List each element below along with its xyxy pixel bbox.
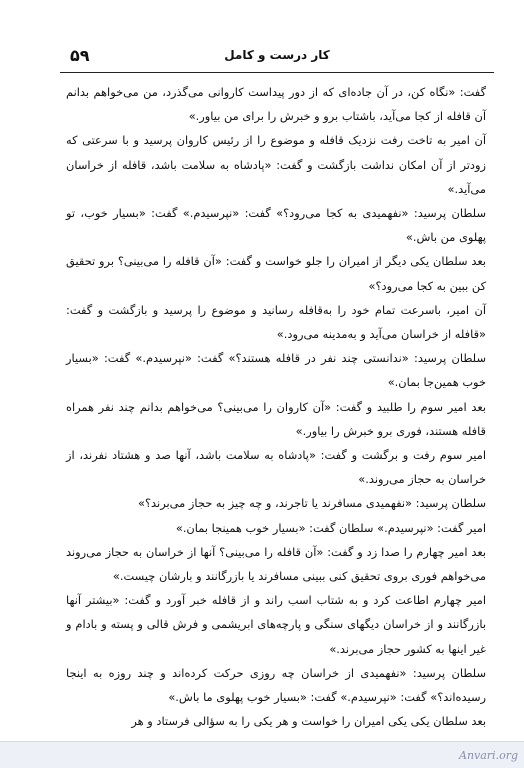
paragraph: سلطان پرسید: «نفهمیدی به کجا می‌رود؟» گفت: «نپرسیدم.» گفت: «بسیار خوب، تو پهلوی من باش.» [66, 206, 486, 245]
site-footer-strip [0, 741, 524, 768]
running-title: کار درست و کامل [224, 48, 330, 62]
paragraph: بعد سلطان یکی دیگر از امیران را جلو خواست و گفت: «آن قافله را می‌بینی؟ برو تحقیق کن ببین به کجا می‌رود؟» [66, 254, 486, 293]
paragraph: سلطان پرسید: «نفهمیدی از خراسان چه روزی حرکت کرده‌اند و چند روزه به اینجا رسیده‌اند؟» گفت: «نپرسیدم.» گفت: «بسیار خوب پهلوی ما باش.» [66, 665, 486, 705]
story-text [66, 80, 486, 733]
site-watermark[interactable]: Anvari.org [459, 749, 518, 762]
paragraph: آن امیر، باسرعت تمام خود را به‌قافله رسانید و موضوع را پرسید و بازگشت و گفت: «قافله از خراسان می‌آید و به‌مدینه می‌رود.» [66, 302, 486, 342]
paragraph: امیر چهارم اطاعت کرد و به شتاب اسب راند و از قافله خبر آورد و گفت: «بیشتر آنها بازرگانند و از خراسان دیگهای سنگی و پارچه‌های ابریشمی و فرش قالی و پسته و بادام و غیر اینها به کشور حجاز می‌برند.» [66, 593, 486, 656]
paragraph: بعد امیر چهارم را صدا زد و گفت: «آن قافله را می‌بینی؟ آنها از خراسان به حجاز می‌روند می‌خواهم فوری بروی تحقیق کنی ببینی مسافرند یا بازرگانند و بارشان چیست.» [66, 544, 486, 584]
header-rule [60, 72, 494, 73]
paragraph: بعد امیر سوم را طلبید و گفت: «آن کاروان را می‌بینی؟ می‌خواهم بدانم چند نفر همراه قافله هستند، فوری برو خبرش را بیاور.» [66, 399, 486, 438]
paragraph: بعد سلطان یکی یکی امیران را خواست و هر یکی را به سؤالی فرستاد و هر [131, 714, 486, 729]
page-header [60, 46, 494, 70]
paragraph: سلطان پرسید: «ندانستی چند نفر در قافله هستند؟» گفت: «نپرسیدم.» گفت: «بسیار خوب همین‌جا بمان.» [66, 351, 486, 390]
page-number: ۵۹ [70, 46, 90, 65]
paragraph: امیر گفت: «نپرسیدم.» سلطان گفت: «بسیار خوب همینجا بمان.» [175, 520, 486, 535]
paragraph: سلطان پرسید: «نفهمیدی مسافرند یا تاجرند، و چه چیز به حجاز می‌برند؟» [138, 496, 486, 511]
paragraph: آن امیر به تاخت رفت نزدیک قافله و موضوع را از رئیس کاروان پرسید و با سرعتی که زودتر از آن امکان نداشت بازگشت و گفت: «پادشاه به سلامت باشد، قافله از خراسان می‌آید.» [66, 133, 486, 196]
paragraph: امیر سوم رفت و برگشت و گفت: «پادشاه به سلامت باشد، آنها صد و هشتاد نفرند، از خراسان به حجاز می‌روند.» [66, 448, 486, 487]
paragraph: گفت: «نگاه کن، در آن جاده‌ای که از دور پیداست کاروانی می‌گذرد، من می‌خواهم بدانم آن قافله از کجا می‌آید، باشتاب برو و خبرش را برای من بیاور.» [66, 85, 486, 124]
